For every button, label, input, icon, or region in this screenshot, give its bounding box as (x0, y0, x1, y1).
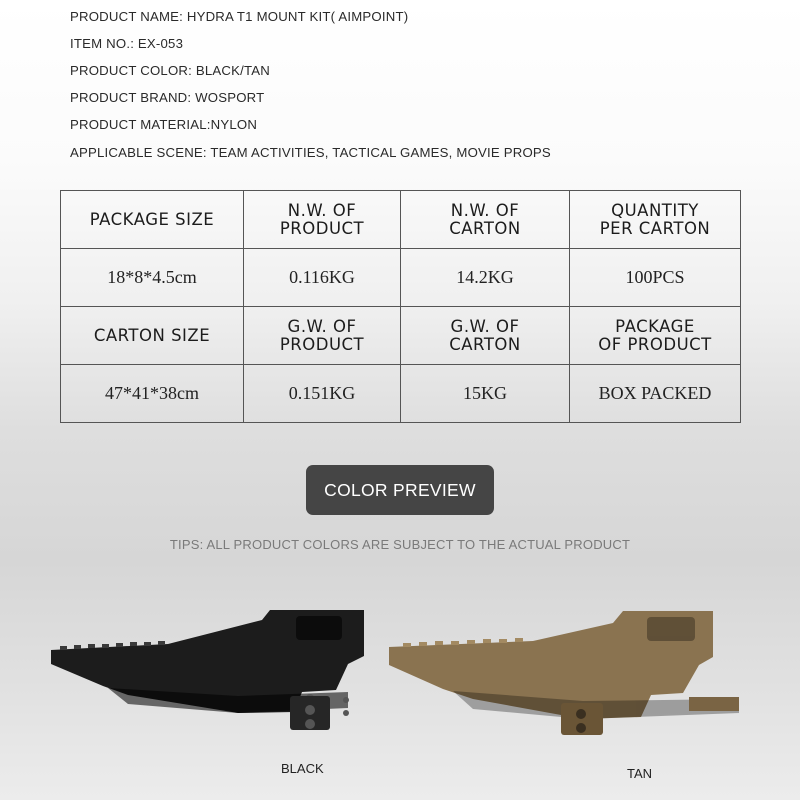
header-nw-carton: N.W. OF CARTON (401, 191, 570, 249)
value-package-of-product: BOX PACKED (570, 365, 741, 423)
table-header-row (61, 307, 741, 365)
mount-image-black (48, 600, 370, 742)
table-value-row (61, 365, 741, 423)
value-nw-carton: 14.2KG (401, 249, 570, 307)
header-gw-product: G.W. OF PRODUCT (244, 307, 401, 365)
header-nw-product: N.W. OF PRODUCT (244, 191, 401, 249)
header-quantity-per-carton: QUANTITY PER CARTON (570, 191, 741, 249)
table-value-row (61, 249, 741, 307)
color-preview-button[interactable]: COLOR PREVIEW (306, 465, 494, 515)
value-gw-carton: 15KG (401, 365, 570, 423)
value-package-size: 18*8*4.5cm (61, 249, 244, 307)
spec-product-brand: PRODUCT BRAND: WOSPORT (70, 90, 265, 105)
value-quantity-per-carton: 100PCS (570, 249, 741, 307)
spec-product-color: PRODUCT COLOR: BLACK/TAN (70, 63, 270, 78)
spec-item-no: ITEM NO.: EX-053 (70, 36, 184, 51)
value-nw-product: 0.116KG (244, 249, 401, 307)
color-tips-note: TIPS: ALL PRODUCT COLORS ARE SUBJECT TO THE ACTUAL PRODUCT (169, 537, 631, 552)
header-gw-carton: G.W. OF CARTON (401, 307, 570, 365)
header-package-size: PACKAGE SIZE (61, 191, 244, 249)
caption-black: BLACK (281, 761, 324, 776)
specification-table (60, 190, 741, 423)
value-carton-size: 47*41*38cm (61, 365, 244, 423)
spec-product-material: PRODUCT MATERIAL:NYLON (70, 117, 258, 132)
mount-image-tan (383, 605, 741, 745)
table-header-row (61, 191, 741, 249)
header-package-of-product: PACKAGE OF PRODUCT (570, 307, 741, 365)
value-gw-product: 0.151KG (244, 365, 401, 423)
header-carton-size: CARTON SIZE (61, 307, 244, 365)
spec-applicable-scene: APPLICABLE SCENE: TEAM ACTIVITIES, TACTICAL GAMES, MOVIE PROPS (70, 145, 551, 160)
spec-product-name: PRODUCT NAME: HYDRA T1 MOUNT KIT( AIMPOINT) (70, 9, 409, 24)
caption-tan: TAN (627, 766, 653, 781)
